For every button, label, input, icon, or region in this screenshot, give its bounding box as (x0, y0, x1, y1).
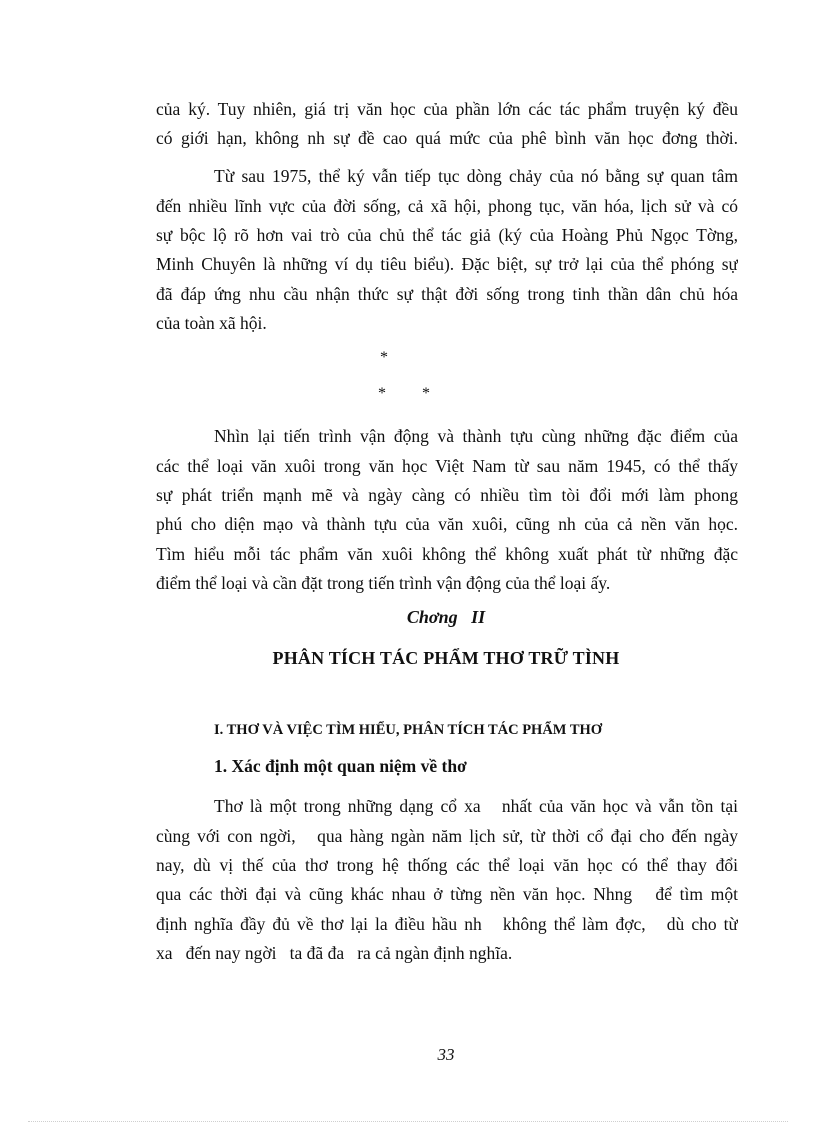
chapter-label: Chơng II (406, 607, 486, 627)
paragraph-4-line-2: cùng với con ngời, qua hàng ngàn năm lịch sử, từ thời cổ đại cho đến ngày (156, 826, 738, 846)
section-separator-bottom-stars: * * (378, 385, 430, 402)
paragraph-2-line-1: Từ sau 1975, thể ký vẫn tiếp tục dòng chảy của nó bằng sự quan tâm (214, 166, 738, 186)
page-bottom-dotted-rule (28, 1121, 788, 1122)
page-number: 33 (437, 1045, 455, 1064)
chapter-title: PHÂN TÍCH TÁC PHẨM THƠ TRỮ TÌNH (272, 648, 620, 668)
paragraph-3-line-3: sự phát triển mạnh mẽ và ngày càng có nhiều tìm tòi đổi mới làm phong (156, 485, 738, 505)
paragraph-4-line-6: xa đến nay ngời ta đã đa ra cả ngàn định nghĩa. (156, 943, 513, 963)
paragraph-3-line-4: phú cho diện mạo và thành tựu của văn xuôi, cũng nh của cả nền văn học. (156, 514, 738, 534)
paragraph-4-line-4: qua các thời đại và cũng khác nhau ở từng nền văn học. Nhng để tìm một (156, 884, 738, 904)
paragraph-4-line-3: nay, dù vị thế của thơ trong hệ thống các thể loại văn học có thể thay đổi (156, 855, 738, 875)
subsection-heading: 1. Xác định một quan niệm về thơ (214, 756, 467, 776)
section-separator-top-star: * (380, 349, 388, 366)
paragraph-2-line-5: đã đáp ứng nhu cầu nhận thức sự thật đời sống trong tinh thần dân chủ hóa (156, 284, 738, 304)
paragraph-2-line-4: Minh Chuyên là những ví dụ tiêu biểu). Đặc biệt, sự trở lại của thể phóng sự (156, 254, 738, 274)
paragraph-2-line-6: của toàn xã hội. (156, 313, 267, 333)
paragraph-1-line-2: có giới hạn, không nh sự đề cao quá mức của phê bình văn học đơng thời. (156, 128, 738, 148)
paragraph-2-line-3: sự bộc lộ rõ hơn vai trò của chủ thể tác giả (ký của Hoàng Phủ Ngọc Tờng, (156, 225, 738, 245)
paragraph-3-line-5: Tìm hiểu mỗi tác phẩm văn xuôi không thể không xuất phát từ những đặc (156, 544, 738, 564)
paragraph-3-line-6: điểm thể loại và cần đặt trong tiến trình vận động của thể loại ấy. (156, 573, 611, 593)
paragraph-4-line-1: Thơ là một trong những dạng cổ xa nhất của văn học và vẫn tồn tại (214, 796, 738, 816)
paragraph-1-line-1: của ký. Tuy nhiên, giá trị văn học của phần lớn các tác phẩm truyện ký đều (156, 99, 738, 119)
paragraph-2-line-2: đến nhiều lĩnh vực của đời sống, cả xã hội, phong tục, văn hóa, lịch sử và có (156, 196, 738, 216)
section-heading: I. THƠ VÀ VIỆC TÌM HIỂU, PHÂN TÍCH TÁC PHẨM THƠ (214, 722, 603, 738)
paragraph-3-line-1: Nhìn lại tiến trình vận động và thành tựu cùng những đặc điểm của (214, 426, 738, 446)
paragraph-3-line-2: các thể loại văn xuôi trong văn học Việt Nam từ sau năm 1945, có thể thấy (156, 456, 738, 476)
paragraph-4-line-5: định nghĩa đầy đủ về thơ lại la điều hầu nh không thể làm đợc, dù cho từ (156, 914, 738, 934)
